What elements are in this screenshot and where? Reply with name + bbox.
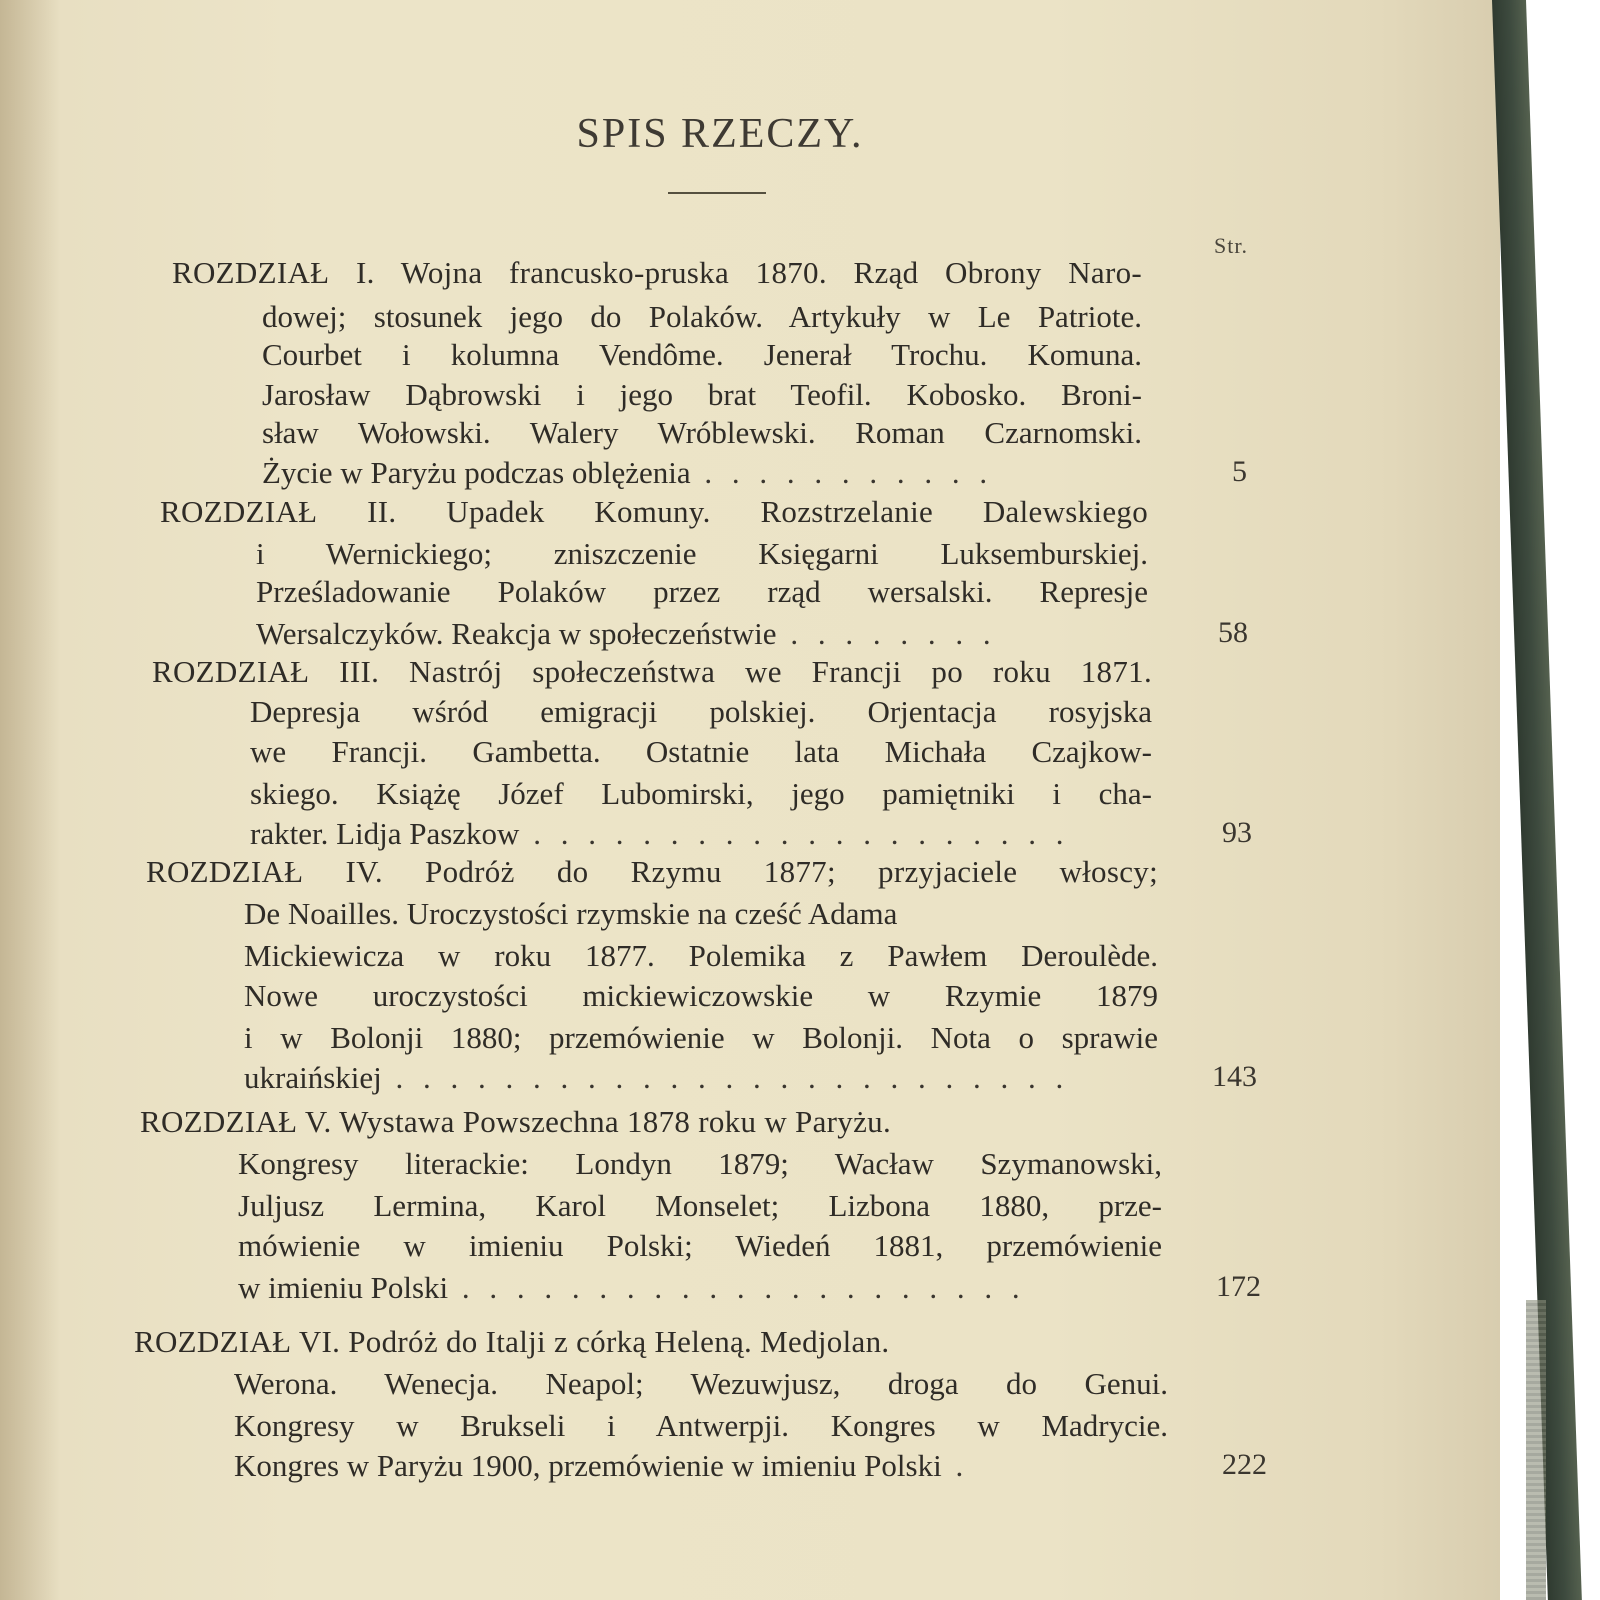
chapter-heading-line <box>172 253 1142 293</box>
line-text: sław Wołowski. Walery Wróblewski. Roman Czarnomski. <box>262 415 1142 450</box>
page-column-label: Str. <box>1214 233 1248 258</box>
line-text: ukraińskiej <box>244 1060 382 1095</box>
chapter-heading-line <box>134 1322 889 1362</box>
line-text: ROZDZIAŁ IV. Podróż do Rzymu 1877; przyjaciele włoscy; <box>146 854 1158 889</box>
line-text: Wersalczyków. Reakcja w społeczeństwie <box>256 616 777 651</box>
chapter-heading-line <box>160 492 1148 532</box>
page-number: 58 <box>1218 616 1248 649</box>
chapter-text-line <box>262 297 1142 337</box>
line-text: De Noailles. Uroczystości rzymskie na cześć Adama <box>244 896 898 931</box>
dot-leader: . <box>941 1448 970 1483</box>
chapter-text-line <box>250 692 1152 732</box>
line-text: Jarosław Dąbrowski i jego brat Teofil. Kobosko. Broni- <box>262 377 1142 412</box>
chapter-text-line <box>244 894 897 934</box>
line-text: skiego. Książę Józef Lubomirski, jego pamiętniki i cha- <box>250 776 1152 811</box>
line-text: Depresja wśród emigracji polskiej. Orjentacja rosyjska <box>250 694 1152 729</box>
line-text: Nowe uroczystości mickiewiczowskie w Rzymie 1879 <box>244 978 1158 1013</box>
chapter-text-line <box>238 1226 1162 1266</box>
chapter-text-line <box>262 335 1142 375</box>
line-text: Courbet i kolumna Vendôme. Jenerał Trochu. Komuna. <box>262 337 1142 372</box>
chapter-text-line <box>256 614 997 654</box>
line-text: Juljusz Lermina, Karol Monselet; Lizbona 1880, prze- <box>238 1188 1162 1223</box>
chapter-text-line <box>250 774 1152 814</box>
line-text: rakter. Lidja Paszkow <box>250 816 520 851</box>
line-text: i w Bolonji 1880; przemówienie w Bolonji. Nota o sprawie <box>244 1020 1158 1055</box>
line-text: dowej; stosunek jego do Polaków. Artykuły w Le Patriote. <box>262 299 1142 334</box>
chapter-text-line <box>234 1446 969 1486</box>
line-text: ROZDZIAŁ II. Upadek Komuny. Rozstrzelanie Dalewskiego <box>160 494 1148 529</box>
dot-leader: . . . . . . . . . . . . . . . . . . . . <box>519 816 1070 851</box>
line-text: w imieniu Polski <box>238 1270 449 1305</box>
line-text: ROZDZIAŁ VI. Podróż do Italji z córką Heleną. Medjolan. <box>134 1324 890 1359</box>
chapter-text-line <box>256 572 1148 612</box>
chapter-text-line <box>244 936 1158 976</box>
line-text: we Francji. Gambetta. Ostatnie lata Michała Czajkow- <box>250 734 1152 769</box>
chapter-heading-line <box>152 652 1152 692</box>
chapter-text-line <box>244 1018 1158 1058</box>
page-number: 172 <box>1216 1270 1261 1303</box>
chapter-text-line <box>250 732 1152 772</box>
line-text: ROZDZIAŁ V. Wystawa Powszechna 1878 roku w Paryżu. <box>140 1104 891 1139</box>
line-text: Kongres w Paryżu 1900, przemówienie w imieniu Polski <box>234 1448 942 1483</box>
line-text: ROZDZIAŁ I. Wojna francusko-pruska 1870. Rząd Obrony Naro- <box>172 255 1142 290</box>
chapter-text-line <box>250 814 1069 854</box>
line-text: Prześladowanie Polaków przez rząd wersalski. Represje <box>256 574 1148 609</box>
line-text: Werona. Wenecja. Neapol; Wezuwjusz, droga do Genui. <box>234 1366 1168 1401</box>
line-text: Kongresy w Brukseli i Antwerpji. Kongres w Madrycie. <box>234 1408 1168 1443</box>
chapter-text-line <box>244 976 1158 1016</box>
page-title: SPIS RZECZY. <box>576 111 864 157</box>
chapter-heading-line <box>140 1102 891 1142</box>
chapter-text-line <box>234 1364 1168 1404</box>
page-number: 5 <box>1232 455 1247 488</box>
chapter-text-line <box>234 1406 1168 1446</box>
line-text: Kongresy literackie: Londyn 1879; Wacław Szymanowski, <box>238 1146 1162 1181</box>
chapter-text-line <box>238 1144 1162 1184</box>
chapter-text-line <box>244 1058 1069 1098</box>
page-number: 143 <box>1212 1060 1257 1093</box>
line-text: mówienie w imieniu Polski; Wiedeń 1881, przemówienie <box>238 1228 1162 1263</box>
page-number: 222 <box>1222 1448 1267 1481</box>
dot-leader: . . . . . . . . . . . . . . . . . . . . . <box>448 1270 1026 1305</box>
chapter-text-line <box>262 375 1142 415</box>
chapter-text-line <box>262 453 993 493</box>
dot-leader: . . . . . . . . . . . . . . . . . . . . . . . . . <box>381 1060 1070 1095</box>
chapter-text-line <box>256 534 1148 574</box>
line-text: i Wernickiego; zniszczenie Księgarni Luksemburskiej. <box>256 536 1148 571</box>
line-text: ROZDZIAŁ III. Nastrój społeczeństwa we Francji po roku 1871. <box>152 654 1152 689</box>
chapter-text-line <box>238 1186 1162 1226</box>
line-text: Życie w Paryżu podczas oblężenia <box>262 455 691 490</box>
dot-leader: . . . . . . . . . . . <box>690 455 994 490</box>
chapter-text-line <box>262 413 1142 453</box>
chapter-text-line <box>238 1268 1026 1308</box>
chapter-heading-line <box>146 852 1158 892</box>
dot-leader: . . . . . . . . <box>776 616 997 651</box>
spine-edge <box>1526 1300 1546 1600</box>
line-text: Mickiewicza w roku 1877. Polemika z Pawłem Deroulède. <box>244 938 1158 973</box>
page-number: 93 <box>1222 816 1252 849</box>
